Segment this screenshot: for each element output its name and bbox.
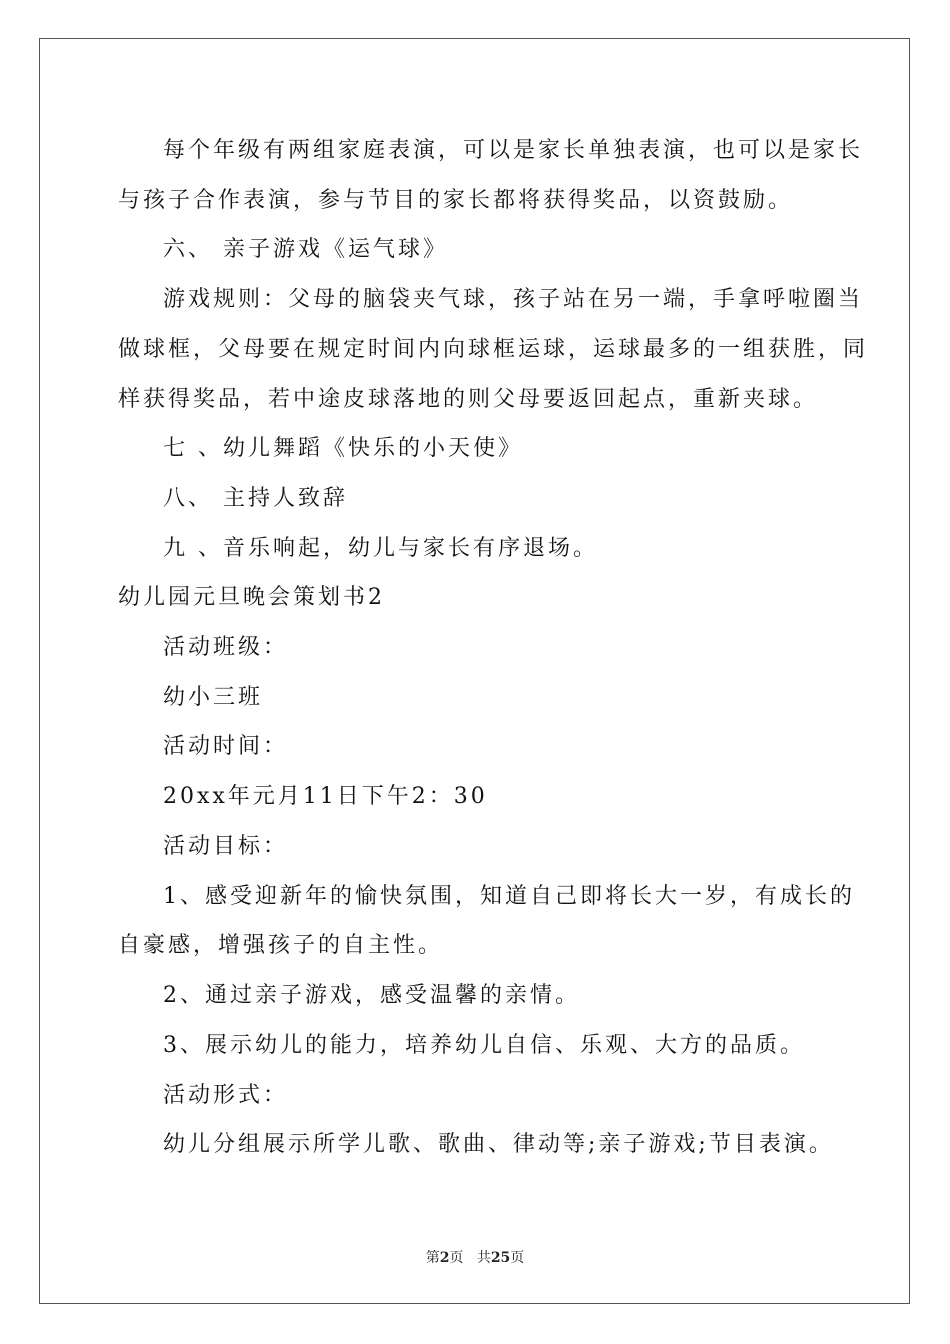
field-value-class: 幼小三班 <box>163 685 264 710</box>
document-subtitle: 幼儿园元旦晚会策划书2 <box>118 585 385 610</box>
goal-item: 1、感受迎新年的愉快氛围，知道自己即将长大一岁，有成长的 <box>163 884 855 909</box>
field-label-time: 活动时间： <box>163 734 289 759</box>
paragraph-line: 做球框，父母要在规定时间内向球框运球，运球最多的一组获胜，同 <box>118 337 869 362</box>
section-heading-seven: 七 、幼儿舞蹈《快乐的小天使》 <box>163 436 523 461</box>
field-label-goals: 活动目标： <box>163 834 289 859</box>
paragraph-line: 样获得奖品，若中途皮球落地的则父母要返回起点，重新夹球。 <box>118 387 819 412</box>
paragraph-line: 游戏规则：父母的脑袋夹气球，孩子站在另一端，手拿呼啦圈当 <box>163 287 864 312</box>
section-heading-eight: 八、 主持人致辞 <box>163 486 348 511</box>
total-suffix: 页 <box>510 1250 525 1266</box>
page-suffix: 页 <box>449 1250 464 1266</box>
paragraph-line: 每个年级有两组家庭表演，可以是家长单独表演，也可以是家长 <box>163 138 864 163</box>
total-prefix: 共 <box>476 1250 491 1266</box>
page-number: 2 <box>439 1250 450 1266</box>
field-value-time: 20xx年元月11日下午2：30 <box>163 784 488 809</box>
page-footer <box>0 1247 950 1267</box>
field-label-format: 活动形式： <box>163 1083 289 1108</box>
goal-item-continued: 自豪感，增强孩子的自主性。 <box>118 933 444 958</box>
page-prefix: 第 <box>425 1250 440 1266</box>
section-heading-six: 六、 亲子游戏《运气球》 <box>163 237 448 262</box>
goal-item: 2、通过亲子游戏，感受温馨的亲情。 <box>163 983 580 1008</box>
total-pages: 25 <box>490 1250 511 1266</box>
goal-item: 3、展示幼儿的能力，培养幼儿自信、乐观、大方的品质。 <box>163 1033 805 1058</box>
section-heading-nine: 九 、音乐响起，幼儿与家长有序退场。 <box>163 536 598 561</box>
field-value-format: 幼儿分组展示所学儿歌、歌曲、律动等;亲子游戏;节目表演。 <box>163 1132 834 1157</box>
field-label-class: 活动班级： <box>163 635 289 660</box>
paragraph-line: 与孩子合作表演，参与节目的家长都将获得奖品，以资鼓励。 <box>118 188 794 213</box>
